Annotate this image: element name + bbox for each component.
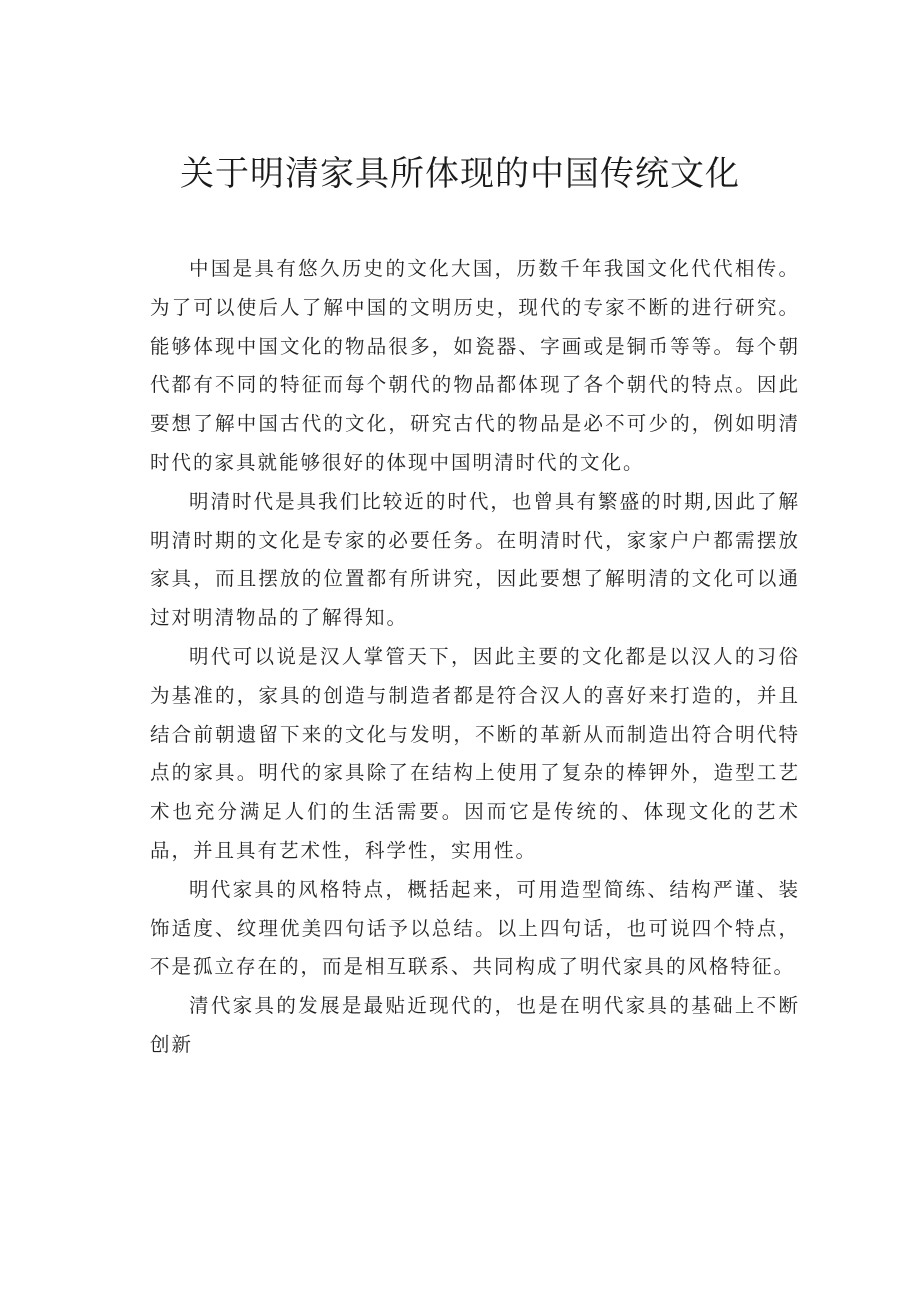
paragraph-4: 明代家具的风格特点，概括起来，可用造型简练、结构严谨、装饰适度、纹理优美四句话予以总结。以上四句话，也可说四个特点，不是孤立存在的，而是相互联系、共同构成了明代家具的风格特征。 bbox=[150, 877, 800, 979]
paragraph-1: 中国是具有悠久历史的文化大国，历数千年我国文化代代相传。为了可以使后人了解中国的文明历史，现代的专家不断的进行研究。能够体现中国文化的物品很多，如瓷器、字画或是铜币等等。每个朝代都有不同的特征而每个朝代的物品都体现了各个朝代的特点。因此要想了解中国古代的文化，研究古代的物品是必不可少的，例如明清时代的家具就能够很好的体现中国明清时代的文化。 bbox=[150, 257, 800, 474]
document-body bbox=[150, 250, 800, 1065]
paragraph-5: 清代家具的发展是最贴近现代的，也是在明代家具的基础上不断创新 bbox=[150, 994, 800, 1056]
paragraph-2: 明清时代是具我们比较近的时代，也曾具有繁盛的时期,因此了解明清时期的文化是专家的必要任务。在明清时代，家家户户都需摆放家具，而且摆放的位置都有所讲究，因此要想了解明清的文化可以通过对明清物品的了解得知。 bbox=[150, 489, 800, 630]
paragraph-3: 明代可以说是汉人掌管天下，因此主要的文化都是以汉人的习俗为基准的，家具的创造与制造者都是符合汉人的喜好来打造的，并且结合前朝遗留下来的文化与发明，不断的革新从而制造出符合明代特点的家具。明代的家具除了在结构上使用了复杂的棒钾外，造型工艺术也充分满足人们的生活需要。因而它是传统的、体现文化的艺术品，并且具有艺术性，科学性，实用性。 bbox=[150, 644, 800, 862]
document-title: 关于明清家具所体现的中国传统文化 bbox=[180, 154, 740, 194]
